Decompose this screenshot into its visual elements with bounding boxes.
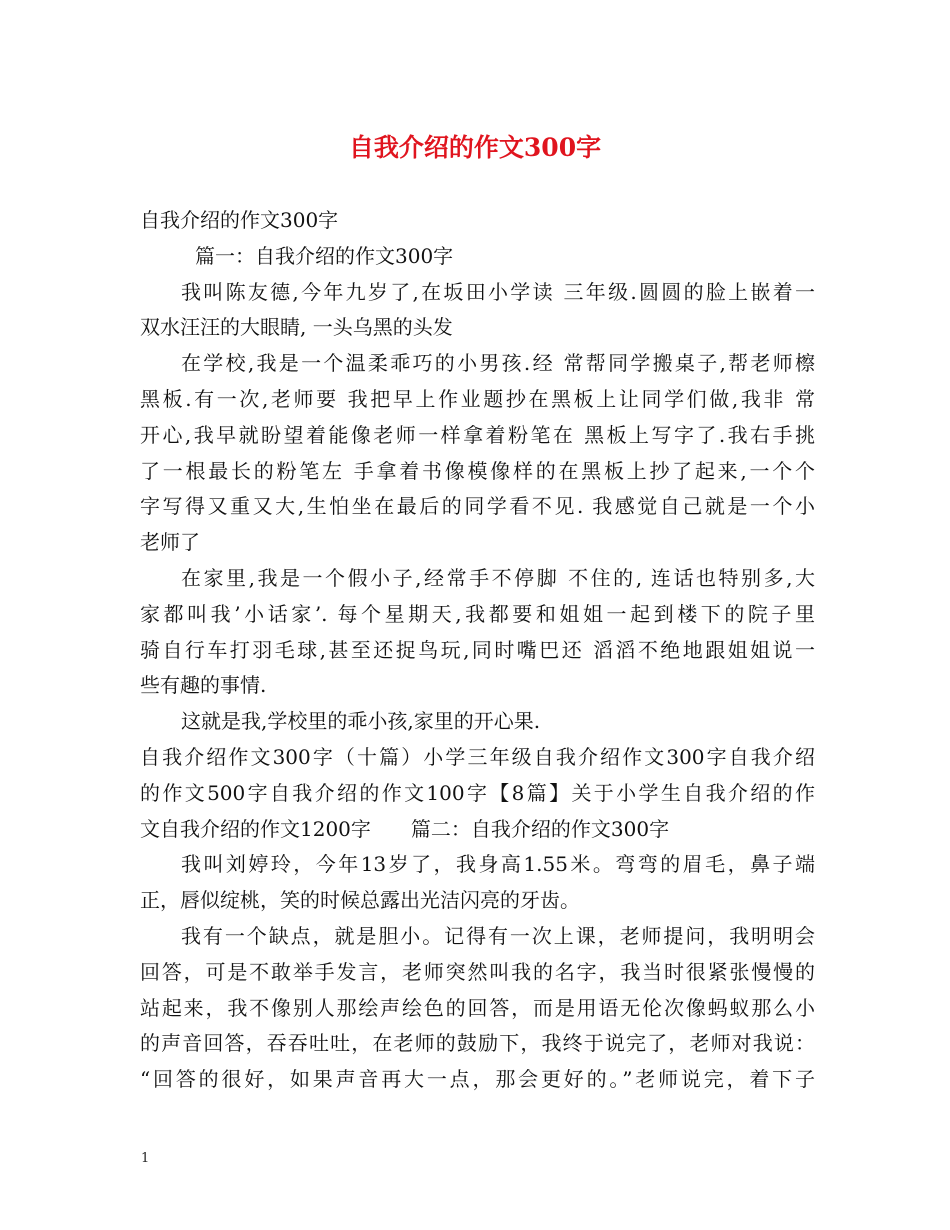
- text-line: 文自我介绍的作文1200字 篇二：自我介绍的作文300字: [140, 816, 670, 841]
- text-line: 的作文500字自我介绍的作文100字【8篇】关于小学生自我介绍的作: [140, 780, 815, 805]
- page-number: 1: [141, 1151, 150, 1166]
- text-line: 老师了: [140, 530, 200, 555]
- text-line: 我叫刘婷玲，今年13岁了，我身高1.55米。弯弯的眉毛，鼻子端: [181, 852, 815, 877]
- text-line: 篇一：自我介绍的作文300字: [195, 243, 454, 268]
- text-line: 我叫陈友德,今年九岁了,在坂田小学读 三年级.圆圆的脸上嵌着一: [181, 279, 815, 304]
- text-line: 我有一个缺点，就是胆小。记得有一次上课，老师提问，我明明会: [181, 923, 815, 948]
- document-body: [140, 203, 815, 1098]
- text-line: 自我介绍作文300字（十篇）小学三年级自我介绍作文300字自我介绍: [140, 744, 815, 769]
- text-line: 黑板.有一次,老师要 我把早上作业题抄在黑板上让同学们做,我非 常: [140, 386, 815, 411]
- text-line: 在家里,我是一个假小子,经常手不停脚 不住的, 连话也特别多,大: [181, 565, 815, 590]
- text-line: 正，唇似绽桃，笑的时候总露出光洁闪亮的牙齿。: [140, 888, 580, 913]
- text-line: 这就是我,学校里的乖小孩,家里的开心果.: [181, 709, 541, 734]
- text-line: 自我介绍的作文300字: [140, 208, 339, 232]
- text-line: 双水汪汪的大眼睛, 一头乌黑的头发: [140, 315, 453, 340]
- text-line: 在学校,我是一个温柔乖巧的小男孩.经 常帮同学搬桌子,帮老师檫: [181, 351, 815, 376]
- text-line: 开心,我早就盼望着能像老师一样拿着粉笔在 黑板上写字了.我右手挑: [140, 422, 815, 447]
- text-line: 了一根最长的粉笔左 手拿着书像模像样的在黑板上抄了起来,一个个: [140, 458, 815, 483]
- document-title: 自我介绍的作文300字: [348, 133, 602, 162]
- text-line: 的声音回答，吞吞吐吐，在老师的鼓励下，我终于说完了，老师对我说：: [140, 1031, 815, 1056]
- text-line: 字写得又重又大,生怕坐在最后的同学看不见. 我感觉自己就是一个小: [140, 494, 815, 519]
- text-line: 家都叫我’小话家’. 每个星期天,我都要和姐姐一起到楼下的院子里: [140, 601, 815, 626]
- text-line: 站起来，我不像别人那绘声绘色的回答，而是用语无伦次像蚂蚁那么小: [140, 995, 815, 1020]
- text-line: 些有趣的事情.: [140, 673, 267, 698]
- text-line: “回答的很好，如果声音再大一点，那会更好的。”老师说完，着下子: [140, 1067, 815, 1092]
- text-line: 骑自行车打羽毛球,甚至还捉鸟玩,同时嘴巴还 滔滔不绝地跟姐姐说一: [140, 637, 815, 662]
- text-line: 回答，可是不敢举手发言，老师突然叫我的名字，我当时很紧张慢慢的: [140, 959, 815, 984]
